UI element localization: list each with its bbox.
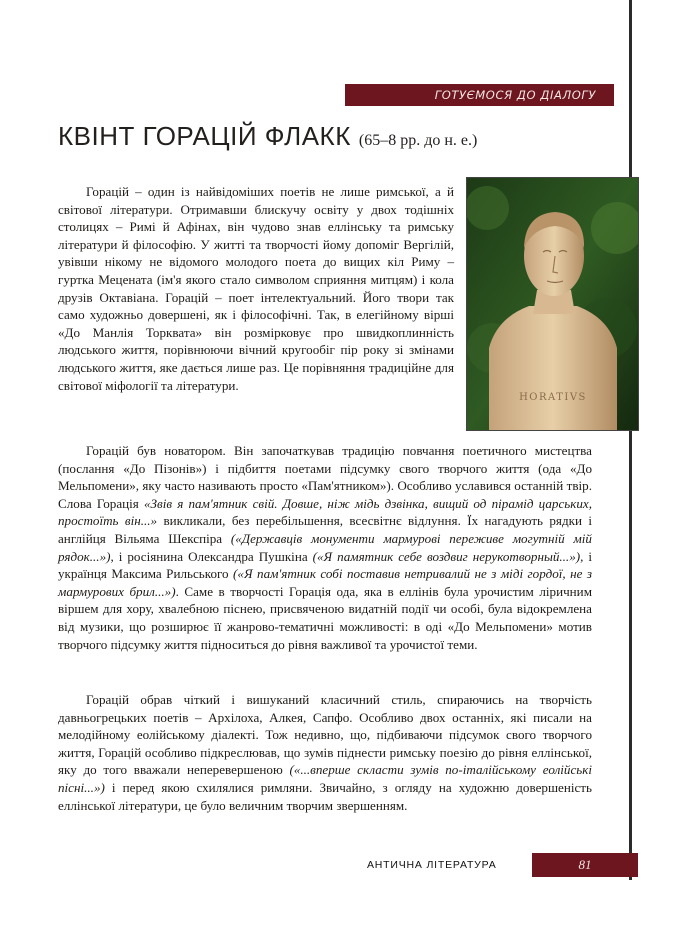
paragraph-2 [58, 442, 592, 653]
paragraph-2-text: . Саме в творчості Горація ода, яка в еллінів була урочистим ліричним віршем для хору, хвалебною піснею, присвяченою видатній події чи особі, була відокремлена від музики, що розширює її жанрово-тематичні можливості: в оді «До Мельпомени» мотив творчого підсумку життя підноситься до рівня важливої та урочистої теми. [58, 583, 592, 652]
bust-inscription: HORATIVS [519, 392, 587, 403]
paragraph-2-text: Горацій був новатором. Він започаткував традицію повчання поетичного мистецтва (послання «До Пізонів») і підбиття поетами підсумку свого творчого життя (ода «До Мельпомени», яку часто називають просто «Пам'ятником»). Особливо уславився останній твір. Слова Горація [58, 443, 592, 511]
section-banner: ГОТУЄМОСЯ ДО ДІАЛОГУ [345, 84, 614, 106]
page-title [58, 121, 477, 152]
quote-rylsky: («Я пам'ятник собі поставив нетривалий не з міді гордої, не з мармурових брил...») [58, 566, 592, 599]
quote-shakespeare: («Державців монументи мармурові переживе могутній мій рядок...») [58, 530, 592, 564]
paragraph-3 [58, 691, 592, 814]
paragraph-2-text: , і росіянина Олександра Пушкіна [110, 548, 313, 564]
page-edge-rule [629, 0, 632, 880]
paragraph-2-text: викликали, без перебільшення, всесвітнє відлуння. Їх нагадують рядки і англійця Вільяма Шекспіра [58, 513, 592, 546]
author-dates: (65–8 рр. до н. е.) [358, 132, 478, 149]
paragraph-3-text: і перед якою схилялися римляни. Звичайно, з огляду на художню довершеність еллінської літератури, це було величним творчим звершенням. [58, 779, 592, 813]
author-name: КВІНТ ГОРАЦІЙ ФЛАКК [58, 121, 351, 151]
page-number: 81 [532, 853, 638, 877]
paragraph-1: Горацій – один із найвідоміших поетів не лише римської, а й світової літератури. Отримавши блискучу освіту у двох тодішніх столицях – Римі й Афінах, він чудово знав еллінську та римську літератури й філософію. У житті та творчості йому допоміг Вергілій, увівши нікому не відомого молодого поета до вищих кіл Риму – гуртка Мецената (ім'я якого стало символом сприяння митцям) і кола друзів Октавіана. Горацій – поет інтелектуальний. Його твори так само художньо довершені, як і філософічні. Так, в елегійному вірші «До Манлія Торквата» він розмірковує про швидкоплинність людського життя, порівнюючи вічний кругообіг пір року зі змінами людського життя, яке дається лише раз. Це порівняння традиційне для світової міфології та літератури. [58, 184, 454, 393]
paragraph-2-text: , і українця Максима Рильського [58, 548, 593, 582]
quote-aeolian: («...вперше скласти зумів по-італійському еолійські пісні...») [58, 762, 593, 795]
footer-section-title: АНТИЧНА ЛІТЕРАТУРА [367, 859, 497, 871]
quote-pushkin: («Я памятник себе воздвиг нерукотворный...») [312, 548, 581, 564]
quote-horace: «Звів я пам'ятник свій. Довше, ніж мідь дзвінка, вищий од пірамід царських, простоїть він...» [58, 495, 592, 529]
horace-bust-photo [466, 177, 639, 431]
paragraph-3-text: Горацій обрав чіткий і вишуканий класичний стиль, спираючись на творчість давньогрецьких поетів – Архілоха, Алкея, Сапфо. Особливо двох останніх, які писали на мелодійному еолійському діалекті. Тож недивно, що, підбиваючи підсумок свого творчого життя, Горацій особливо підкреслював, що зумів піднести римську поезію до рівня еллінської, яку до того вважали неперевершеною [58, 692, 592, 778]
